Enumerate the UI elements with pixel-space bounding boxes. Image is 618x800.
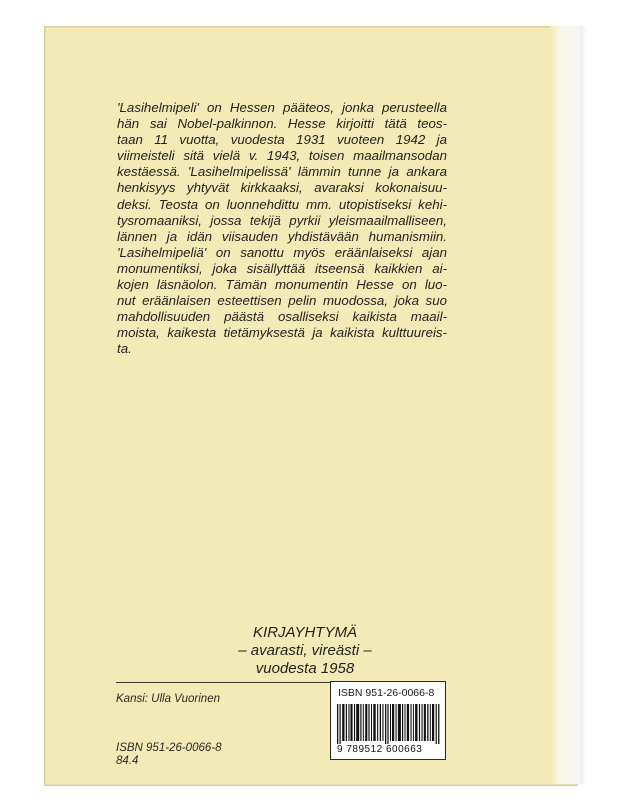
blurb-line: monumentiksi, joka sisällyttää itseensä kaikkien ai-	[117, 260, 447, 276]
publisher-slogan: – avarasti, vireästi –	[238, 642, 372, 659]
barcode-isbn-label: ISBN 951-26-0066-8	[338, 687, 435, 699]
cover-credit: Kansi: Ulla Vuorinen	[116, 693, 220, 705]
blurb-line: lännen ja idän viisauden yhdistävään humanismiin.	[117, 228, 447, 244]
bottom-isbn-block	[116, 742, 221, 768]
blurb-line: hän sai Nobel-palkinnon. Hesse kirjoitti tätä teos-	[117, 116, 447, 132]
blurb-line: 'Lasihelmipeli' on Hessen pääteos, jonka perusteella	[117, 100, 447, 115]
publisher-since: vuodesta 1958	[255, 660, 355, 677]
publisher-block	[210, 624, 400, 678]
blurb-line: tysromaaniksi, jossa tekijä pyrkii yleismaailmalliseen,	[117, 212, 447, 228]
blurb-line: kojen läsnäolon. Tämän monumentin Hesse on luo-	[117, 277, 447, 293]
book-blurb	[117, 100, 447, 358]
barcode-box	[330, 681, 446, 760]
blurb-line: henkisyys yhtyvät kirkkaaksi, avaraksi kokonaisuu-	[117, 180, 447, 196]
classification-code: 84.4	[116, 755, 139, 767]
blurb-line: moista, kaikesta tietämyksestä ja kaikista kulttuureis-	[117, 325, 447, 341]
blurb-line: ta.	[117, 341, 132, 357]
barcode-digits: 9 789512 600663	[337, 744, 423, 755]
blurb-line: taan 11 vuotta, vuodesta 1931 vuoteen 1942 ja	[117, 132, 447, 148]
cover-shadow	[580, 26, 588, 784]
cover-edge	[550, 26, 581, 784]
blurb-line: deksi. Teosta on luonnehdittu mm. utopistiseksi kehi-	[117, 196, 447, 212]
barcode-image	[337, 704, 441, 744]
blurb-line: kestäessä. 'Lasihelmipelissä' lämmin tunne ja ankara	[117, 164, 447, 180]
publisher-name: KIRJAYHTYMÄ	[253, 624, 357, 641]
blurb-line: viimeisteli sitä vielä v. 1943, toisen maailmansodan	[117, 148, 447, 164]
blurb-line: mahdollisuuden päästä osalliseksi kaikista maail-	[117, 309, 447, 325]
blurb-line: 'Lasihelmipeliä' on sanottu myös eräänlaiseksi ajan	[117, 244, 447, 260]
blurb-line: nut eräänlaisen esteettisen pelin muodossa, joka suo	[117, 293, 447, 309]
bottom-isbn: ISBN 951-26-0066-8	[116, 742, 222, 754]
